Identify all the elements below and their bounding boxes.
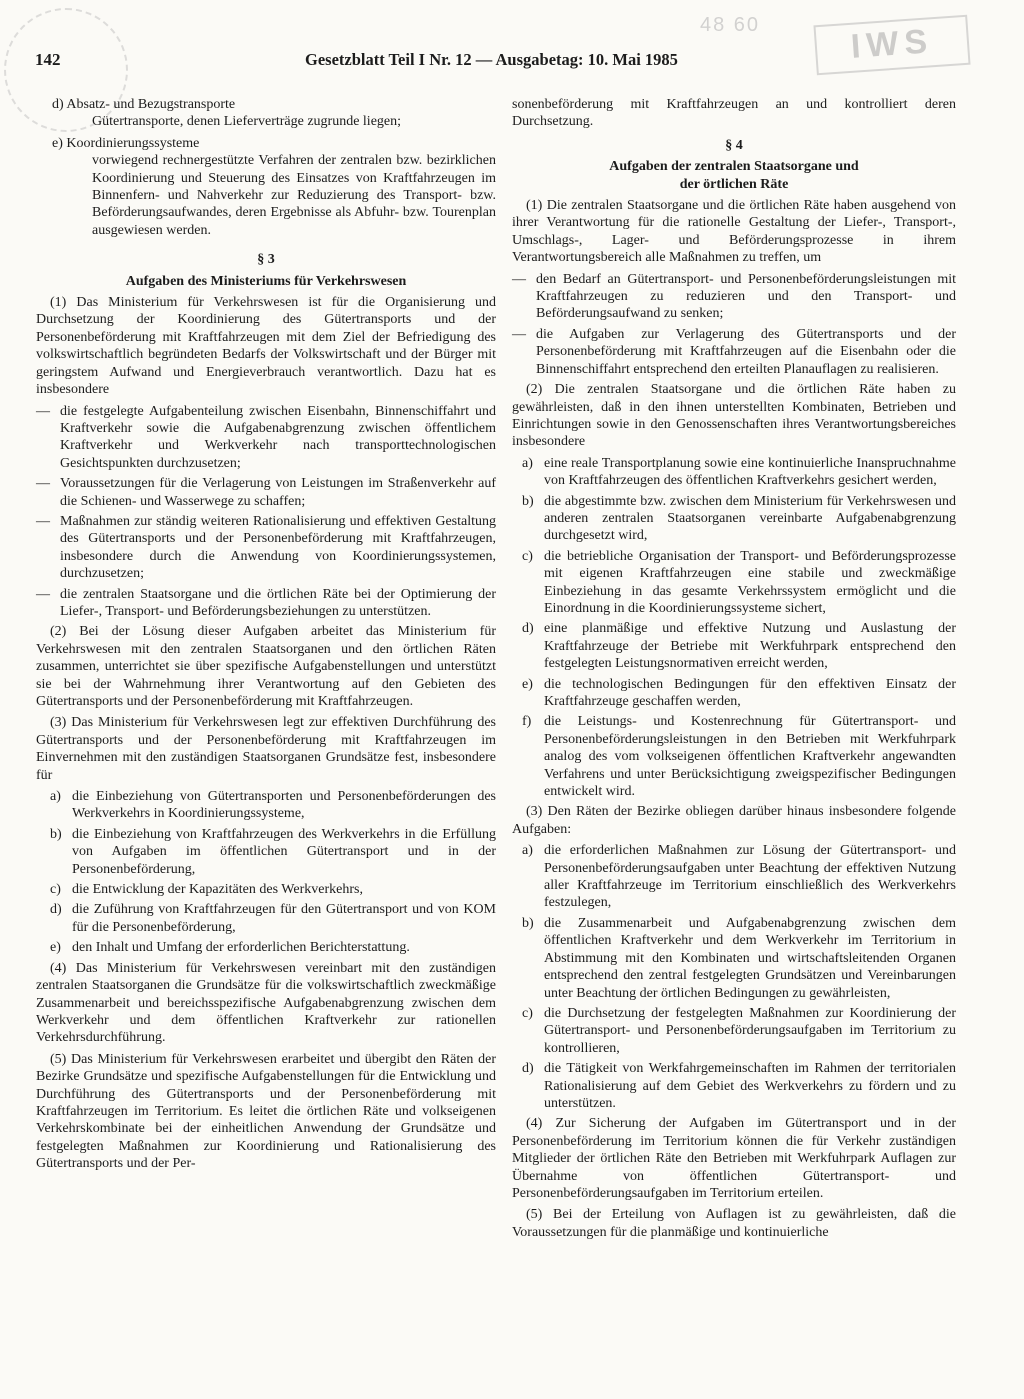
left-column: [36, 96, 496, 1177]
s3-list-item: c) die Entwicklung der Kapazitäten des Werkverkehrs,: [50, 882, 363, 898]
s4-list-item: f) die Leistungs- und Kostenrechnung für Gütertransport- und Personenbeförderungsleistungen in den Betrieben mit Werkfuhrpark analog des vom volkseigenen öffentlichen Kraftverkehr angewandten Verfahrens und unter Berücksichtigung zweigspezifischer Bedingungen entwickelt wird.: [522, 714, 956, 800]
s4-list-item: e) die technologischen Bedingungen für den effektiven Einsatz der Kraftfahrzeuge geschaffen werden,: [522, 676, 956, 709]
right-column: [512, 96, 956, 1245]
s4-list-item: b) die abgestimmte bzw. zwischen dem Ministerium für Verkehrswesen und anderen zentralen Staatsorganen vereinbarte Aufgabenabgrenzung durchgesetzt wird,: [522, 493, 956, 544]
definition-d-term: d) Absatz- und Bezugstransporte: [52, 97, 236, 112]
s4-list-item: a) eine reale Transportplanung sowie eine kontinuierliche Inanspruchnahme von Kraftfahrzeugen des öffentlichen Kraftverkehrs gesichert werden,: [522, 455, 956, 489]
archive-stamp-number: 48 60: [700, 14, 761, 36]
s4-paragraph-4: (4) Zur Sicherung der Aufgaben im Gütertransport und in der Personenbeförderung im Territorium können die für Verkehr zuständigen Mitglieder der örtlichen Räte den Betrieben mit Werkfuhrpark Auflagen zur Übernahme von öffentlichen Gütertransport- und Personenbeförderungsaufgaben im Territorium erteilen.: [512, 1116, 956, 1201]
s3-list-item: d) die Zuführung von Kraftfahrzeugen für den Gütertransport und von KOM für die Personenbeförderung,: [50, 902, 496, 935]
page-title: Gesetzblatt Teil I Nr. 12 — Ausgabetag: 10. Mai 1985: [305, 50, 678, 69]
s3-paragraph-2: (2) Bei der Lösung dieser Aufgaben arbeitet das Ministerium für Verkehrswesen mit den zentralen Staatsorganen und den örtlichen Räten zusammen, unterrichtet sie über spezifische Aufgabenstellungen und unterstützt sie bei der Wahrnehmung ihrer Verantwortung auf den Gebieten des Gütertransports und der Personenbeförderung mit Kraftfahrzeugen.: [36, 624, 496, 709]
s4-list-item: c) die Durchsetzung der festgelegten Maßnahmen zur Koordinierung der Gütertransport- und Personenbeförderungsaufgaben im Territorium zu kontrollieren,: [522, 1005, 956, 1056]
s3-list-item: a) die Einbeziehung von Gütertransporten und Personenbeförderungen des Werkverkehrs in Koordinierungssysteme,: [50, 789, 496, 822]
archive-stamp-box: IWS: [813, 15, 970, 76]
s3-dash-item: — die festgelegte Aufgabenteilung zwischen Eisenbahn, Binnenschiffahrt und Kraftverkehr sowie die Aufgabenabgrenzung zwischen öffentlichem Kraftverkehr und Werkverkehr nach transporttechnologischen Gesichtspunkten durchzusetzen;: [36, 403, 496, 471]
section-3-title: Aufgaben des Ministeriums für Verkehrswesen: [125, 273, 407, 289]
s4-paragraph-5: (5) Bei der Erteilung von Auflagen ist zu gewährleisten, daß die Voraussetzungen für die planmäßige und kontinuierliche: [512, 1207, 956, 1240]
section-4-number: § 4: [725, 137, 743, 153]
page-number: 142: [35, 50, 61, 69]
s4-paragraph-3: (3) Den Räten der Bezirke obliegen darüber hinaus insbesondere folgende Aufgaben:: [512, 804, 956, 837]
s3-list-item: b) die Einbeziehung von Kraftfahrzeugen des Werkverkehrs in die Erfüllung von Aufgaben im öffentlichen Gütertransport und in der Personenbeförderung,: [50, 826, 496, 877]
s4-list-item: b) die Zusammenarbeit und Aufgabenabgrenzung zwischen dem öffentlichen Kraftverkehr und dem Werkverkehr im Territorium in Abstimmung mit den Kombinaten und wirtschaftsleitenden Organen entsprechend den zentral festgelegten Grundsätzen und Vereinbarungen unter Beachtung der örtlichen Bedingungen zu gewährleisten,: [522, 915, 956, 1001]
s4-dash-item: — den Bedarf an Gütertransport- und Personenbeförderungsleistungen mit Kraftfahrzeugen zu reduzieren und den Transport- und Beförderungsaufwand zu senken;: [512, 271, 956, 322]
s4-list-item: a) die erforderlichen Maßnahmen zur Lösung der Gütertransport- und Personenbeförderungsaufgaben unter Beachtung der effektiven Nutzung aller Kraftfahrzeuge im Territorium einschließlich des Werkverkehrs festzulegen,: [522, 843, 956, 911]
section-4-title-line-1: Aufgaben der zentralen Staatsorgane und: [609, 159, 859, 175]
definition-d-text: Gütertransporte, denen Lieferverträge zugrunde liegen;: [92, 114, 402, 130]
s3-dash-item: — Voraussetzungen für die Verlagerung von Leistungen im Straßenverkehr auf die Schienen- und Wasserwege zu schaffen;: [36, 476, 496, 509]
s3-paragraph-1: (1) Das Ministerium für Verkehrswesen ist für die Organisierung und Durchsetzung der Koordinierung des Gütertransports und der Personenbeförderung mit Kraftfahrzeugen mit dem Ziel der Befriedigung des volkswirtschaftlich begründeten Bedarfs der Volkswirtschaft und der Bürger mit geringstem Aufwand und Energieverbrauch verantwortlich. Dazu hat es insbesondere: [36, 295, 496, 398]
s3-paragraph-5-continued: sonenbeförderung mit Kraftfahrzeugen an und kontrolliert deren Durchsetzung.: [512, 97, 956, 130]
s3-dash-item: — Maßnahmen zur ständig weiteren Rationalisierung und effektiven Gestaltung des Gütertransports und der Personenbeförderung mit Kraftfahrzeugen, insbesondere durch die Anwendung von Koordinierungssystemen, durchzusetzen;: [36, 513, 496, 582]
s3-paragraph-5: (5) Das Ministerium für Verkehrswesen erarbeitet und übergibt den Räten der Bezirke Grundsätze und spezifische Aufgabenstellungen für die Entwicklung und Durchführung des Gütertransports und der Personenbeförderung mit Kraftfahrzeugen im Territorium. Es leitet die örtlichen Räte und volkseigenen Verkehrskombinate bei der einheitlichen Anwendung der Grundsätze und festgelegten Maßnahmen zur Koordinierung und Rationalisierung des Gütertransports und der Per-: [36, 1051, 496, 1172]
s4-list-item: d) die Tätigkeit von Werkfahrgemeinschaften im Rahmen der territorialen Rationalisierung auf dem Gebiet des Werkverkehrs zu fördern und zu unterstützen.: [522, 1061, 956, 1111]
s4-list-item: c) die betriebliche Organisation der Transport- und Beförderungsprozesse mit eigenen Kraftfahrzeugen eine stabile und zweckmäßige Einbeziehung in das gesamte Verkehrssystem ermöglicht und die Einordnung in die Koordinierungssysteme sichert,: [522, 548, 956, 616]
s3-paragraph-3: (3) Das Ministerium für Verkehrswesen legt zur effektiven Durchführung des Gütertransports und der Personenbeförderung mit Kraftfahrzeugen im Einvernehmen mit den zuständigen Staatsorganen Grundsätze fest, insbesondere für: [36, 715, 496, 783]
s4-paragraph-2: (2) Die zentralen Staatsorgane und die örtlichen Räte haben zu gewährleisten, daß in den ihnen unterstellten Kombinaten, Betrieben und Einrichtungen sowie in den Genossenschaften ihres Verantwortungsbereiches insbesondere: [512, 382, 956, 450]
definition-e-text: vorwiegend rechnergestützte Verfahren der zentralen bzw. bezirklichen Koordinierung und Steuerung des Einsatzes von Kraftfahrzeugen im Binnenfern- und Nahverkehr zur Reduzierung des Transport- bzw. Beförderungsaufwandes, deren Ergebnisse als Abfuhr- bzw. Tourenplan ausgewiesen werden.: [92, 153, 496, 238]
s3-list-item: e) den Inhalt und Umfang der erforderlichen Berichterstattung.: [50, 940, 410, 956]
section-4-title-line-2: der örtlichen Räte: [679, 176, 789, 192]
page-header: [35, 50, 955, 74]
definition-e-term: e) Koordinierungssysteme: [52, 135, 200, 151]
s3-dash-item: — die zentralen Staatsorgane und die örtlichen Räte bei der Optimierung der Liefer-, Transport- und Beförderungsbeziehungen zu unterstützen.: [36, 586, 496, 619]
s4-paragraph-1: (1) Die zentralen Staatsorgane und die örtlichen Räte haben ausgehend von ihrer Verantwortung für die rationelle Gestaltung der Liefer-, Transport-, Umschlags-, Lager- und Beförderungsprozesse in ihrem Verantwortungsbereich alle Maßnahmen zu treffen, um: [512, 198, 956, 266]
s3-paragraph-4: (4) Das Ministerium für Verkehrswesen vereinbart mit den zuständigen zentralen Staatsorganen die Grundsätze für die volkswirtschaftlich zweckmäßige Zusammenarbeit und bereichsspezifische Aufgabenabgrenzung zwischen dem Werkverkehr und dem öffentlichen Kraftverkehr zur rationellen Verkehrsdurchführung.: [36, 960, 496, 1046]
s4-dash-item: — die Aufgaben zur Verlagerung des Gütertransports und der Personenbeförderung mit Kraftfahrzeugen auf die Eisenbahn oder die Binnenschiffahrt entsprechend den erteilten Planauflagen zu realisieren.: [512, 326, 956, 377]
section-3-number: § 3: [257, 252, 275, 268]
s4-list-item: d) eine planmäßige und effektive Nutzung und Auslastung der Kraftfahrzeuge der Betriebe mit Werkfuhrpark entsprechend den festgelegten Leistungsnormativen erreicht werden,: [522, 621, 956, 672]
